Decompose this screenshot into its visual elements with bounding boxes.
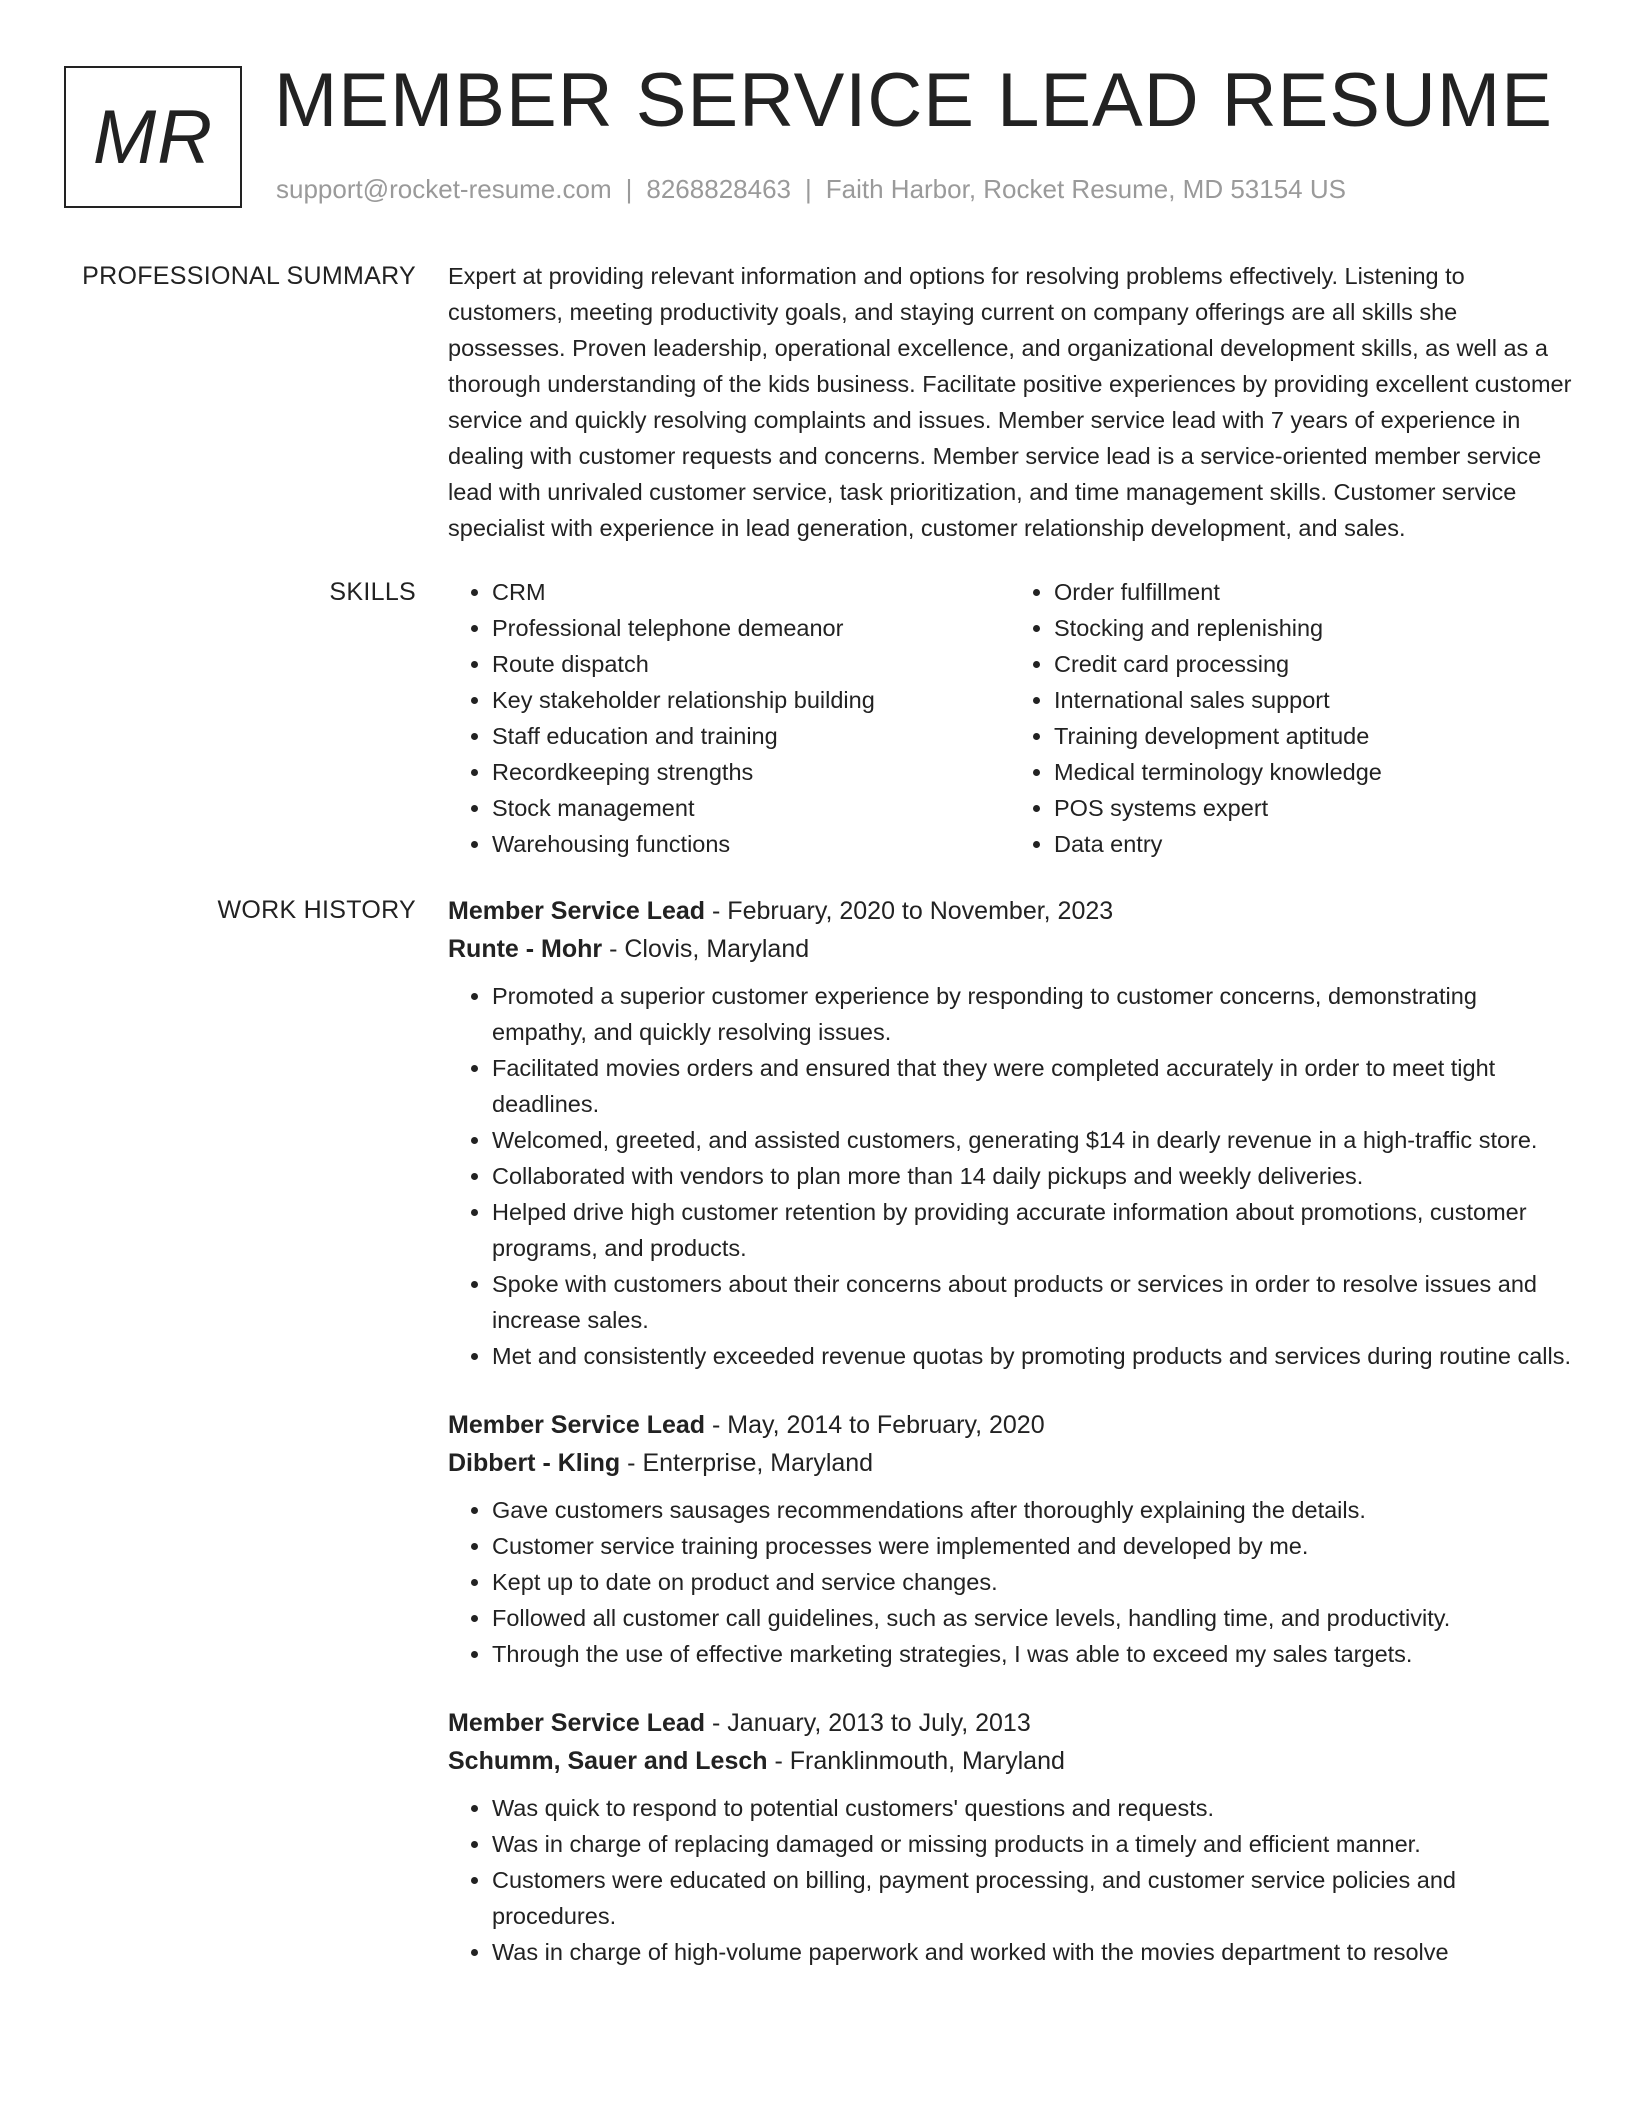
summary-text: Expert at providing relevant information and options for resolving problems effectively. Listening to customers, meeting productivity goals, and staying current on company offerings are all skills she possesses. Proven leadership, operational excellence, and organizational development skills, as well as a thorough understanding of the kids business. Facilitate positive experiences by providing excellent customer service and quickly resolving complaints and issues. Member service lead with 7 years of experience in dealing with customer requests and concerns. Member service lead is a service-oriented member service lead with unrivaled customer service, task prioritization, and time management skills. Customer service specialist with experience in lead generation, customer relationship development, and sales.	[448, 263, 1572, 541]
monogram-box: MR	[64, 66, 242, 208]
job-title: Member Service Lead	[448, 1709, 706, 1737]
job-title: Member Service Lead	[448, 897, 706, 925]
job-bullet: • Was in charge of replacing damaged or missing products in a timely and efficient manner.	[492, 1826, 1572, 1862]
job-dates: February, 2020 to November, 2023	[727, 897, 1114, 925]
job-bullet: • Kept up to date on product and service changes.	[492, 1564, 1572, 1600]
skill-item: • Order fulfillment	[1054, 574, 1572, 610]
skill-item: • Recordkeeping strengths	[492, 754, 1010, 790]
job-entry	[448, 1704, 1572, 1970]
job-bullet-list	[448, 1492, 1572, 1672]
skills-column-left	[448, 574, 1010, 862]
skills-grid	[448, 574, 1572, 862]
job-bullet: • Gave customers sausages recommendations after thoroughly explaining the details.	[492, 1492, 1572, 1528]
contact-phone: 8268828463	[646, 174, 791, 204]
job-bullet: • Through the use of effective marketing strategies, I was able to exceed my sales targets.	[492, 1636, 1572, 1672]
skill-item: • Professional telephone demeanor	[492, 610, 1010, 646]
job-title-line: Member Service Lead - February, 2020 to November, 2023	[448, 897, 1114, 925]
skill-item: • Key stakeholder relationship building	[492, 682, 1010, 718]
work-history-section	[0, 892, 1632, 2002]
job-dates: January, 2013 to July, 2013	[727, 1709, 1031, 1737]
resume-body	[0, 258, 1632, 2002]
job-bullet: • Followed all customer call guidelines, such as service levels, handling time, and productivity.	[492, 1600, 1572, 1636]
job-company-line: Runte - Mohr - Clovis, Maryland	[448, 935, 810, 963]
skill-item: • Warehousing functions	[492, 826, 1010, 862]
contact-line	[276, 174, 1346, 205]
job-entry	[448, 892, 1572, 1374]
job-location: Enterprise, Maryland	[642, 1449, 874, 1477]
skill-item: • Training development aptitude	[1054, 718, 1572, 754]
job-title-line: Member Service Lead - January, 2013 to July, 2013	[448, 1709, 1031, 1737]
work-history-list	[448, 892, 1572, 2002]
job-bullet: • Collaborated with vendors to plan more than 14 daily pickups and weekly deliveries.	[492, 1158, 1572, 1194]
skill-item: • Data entry	[1054, 826, 1572, 862]
skill-item: • CRM	[492, 574, 1010, 610]
skill-item: • Staff education and training	[492, 718, 1010, 754]
job-bullet: • Spoke with customers about their concerns about products or services in order to resolve issues and increase sales.	[492, 1266, 1572, 1338]
job-bullet: • Was in charge of high-volume paperwork and worked with the movies department to resolve	[492, 1934, 1572, 1970]
job-bullet: • Customers were educated on billing, payment processing, and customer service policies and procedures.	[492, 1862, 1572, 1934]
job-company: Schumm, Sauer and Lesch	[448, 1747, 768, 1775]
skill-item: • Stocking and replenishing	[1054, 610, 1572, 646]
job-dates: May, 2014 to February, 2020	[727, 1411, 1045, 1439]
job-bullet: • Welcomed, greeted, and assisted customers, generating $14 in dearly revenue in a high-traffic store.	[492, 1122, 1572, 1158]
job-bullet-list	[448, 1790, 1572, 1970]
contact-separator: |	[805, 174, 812, 204]
job-company-line: Schumm, Sauer and Lesch - Franklinmouth, Maryland	[448, 1747, 1065, 1775]
work-history-heading: WORK HISTORY	[217, 896, 416, 924]
job-company: Dibbert - Kling	[448, 1449, 621, 1477]
skills-column-right	[1010, 574, 1572, 862]
summary-section	[0, 258, 1632, 546]
job-company-line: Dibbert - Kling - Enterprise, Maryland	[448, 1449, 874, 1477]
job-bullet: • Facilitated movies orders and ensured that they were completed accurately in order to meet tight deadlines.	[492, 1050, 1572, 1122]
job-bullet: • Helped drive high customer retention by providing accurate information about promotions, customer programs, and products.	[492, 1194, 1572, 1266]
job-bullet-list	[448, 978, 1572, 1374]
job-title-line: Member Service Lead - May, 2014 to February, 2020	[448, 1411, 1045, 1439]
skills-heading: SKILLS	[329, 578, 416, 606]
skill-item: • Credit card processing	[1054, 646, 1572, 682]
contact-address: Faith Harbor, Rocket Resume, MD 53154 US	[825, 174, 1346, 204]
job-title: Member Service Lead	[448, 1411, 706, 1439]
contact-email: support@rocket-resume.com	[276, 174, 612, 204]
skill-item: • POS systems expert	[1054, 790, 1572, 826]
job-entry	[448, 1406, 1572, 1672]
skill-item: • Stock management	[492, 790, 1010, 826]
summary-content	[448, 258, 1572, 546]
skill-item: • Medical terminology knowledge	[1054, 754, 1572, 790]
contact-separator: |	[625, 174, 633, 204]
skills-section	[0, 574, 1632, 862]
skill-item: • Route dispatch	[492, 646, 1010, 682]
job-bullet: • Promoted a superior customer experience by responding to customer concerns, demonstrating empathy, and quickly resolving issues.	[492, 978, 1572, 1050]
job-bullet: • Customer service training processes were implemented and developed by me.	[492, 1528, 1572, 1564]
job-location: Franklinmouth, Maryland	[789, 1747, 1065, 1775]
skill-item: • International sales support	[1054, 682, 1572, 718]
summary-heading: PROFESSIONAL SUMMARY	[82, 262, 416, 290]
job-bullet: • Was quick to respond to potential customers' questions and requests.	[492, 1790, 1572, 1826]
job-bullet: • Met and consistently exceeded revenue quotas by promoting products and services during routine calls.	[492, 1338, 1572, 1374]
resume-title: MEMBER SERVICE LEAD RESUME	[274, 58, 1553, 143]
job-location: Clovis, Maryland	[624, 935, 810, 963]
job-company: Runte - Mohr	[448, 935, 603, 963]
